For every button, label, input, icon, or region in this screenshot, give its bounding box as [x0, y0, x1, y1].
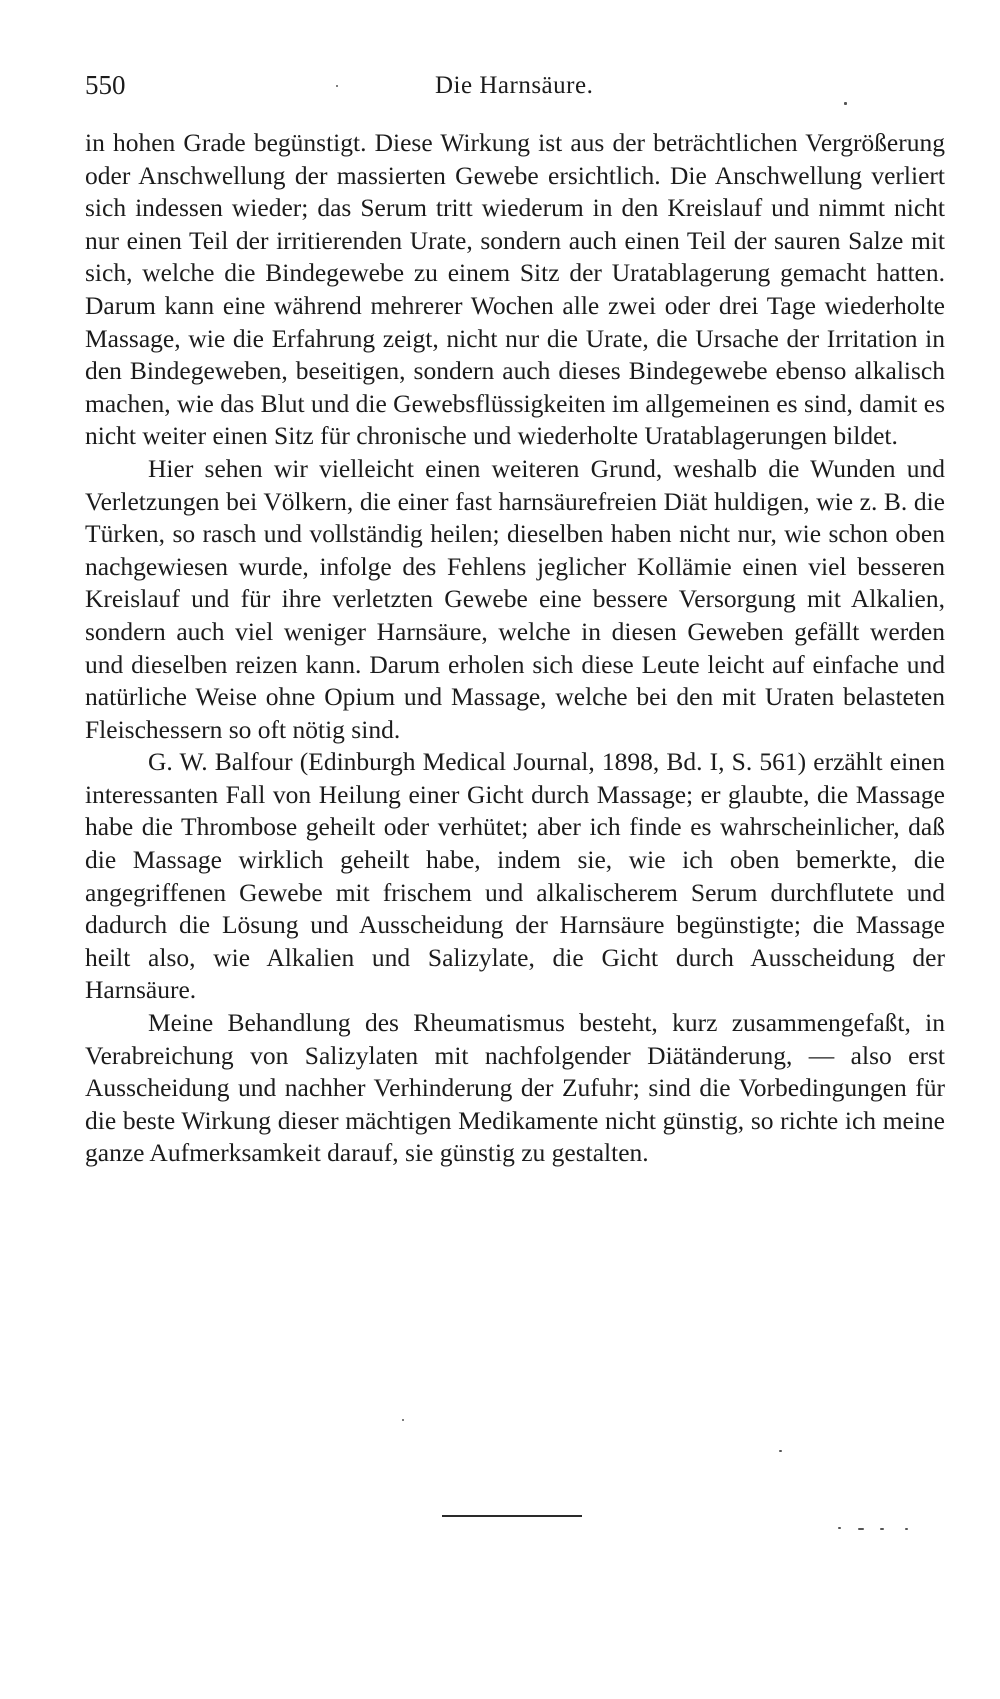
body-text: [85, 127, 945, 1170]
paragraph-1: in hohen Grade begünstigt. Diese Wirkung ist aus der beträchtlichen Vergrößerung oder Anschwellung der massierten Gewebe ersichtlich. Die Anschwellung verliert sich indessen wieder; das Serum tritt wiederum in den Kreislauf und nimmt nicht nur einen Teil der irritierenden Urate, sondern auch einen Teil der sauren Salze mit sich, welche die Bindegewebe zu einem Sitz der Uratablagerung gemacht hatten. Darum kann eine während mehrerer Wochen alle zwei oder drei Tage wiederholte Massage, wie die Erfahrung zeigt, nicht nur die Urate, die Ursache der Irritation in den Bindegeweben, beseitigen, sondern auch dieses Bindegewebe ebenso alkalisch machen, wie das Blut und die Gewebsflüssigkeiten im allgemeinen es sind, damit es nicht weiter einen Sitz für chronische und wiederholte Uratablagerungen bildet.: [85, 128, 945, 451]
paragraph-4: Meine Behandlung des Rheumatismus besteht, kurz zusammengefaßt, in Verabreichung von Salizylaten mit nachfolgender Diätänderung, — also erst Ausscheidung und nachher Verhinderung der Zufuhr; sind die Vorbedingungen für die beste Wirkung dieser mächtigen Medikamente nicht günstig, so richte ich meine ganze Aufmerksamkeit darauf, sie günstig zu gestalten.: [85, 1008, 945, 1168]
section-end-rule: [442, 1515, 582, 1517]
print-speck: [880, 1528, 884, 1530]
paragraph-3: G. W. Balfour (Edinburgh Medical Journal, 1898, Bd. I, S. 561) erzählt einen interessanten Fall von Heilung einer Gicht durch Massage; er glaubte, die Massage habe die Thrombose geheilt oder verhütet; aber ich finde es wahrscheinlicher, daß die Massage wirklich geheilt habe, indem sie, wie ich oben bemerkte, die angegriffenen Gewebe mit frischem und alkalischerem Serum durchflutete und dadurch die Lösung und Ausscheidung der Harnsäure begünstigte; die Massage heilt also, wie Alkalien und Salizylate, die Gicht durch Ausscheidung der Harnsäure.: [85, 747, 945, 1005]
paragraph-2: Hier sehen wir vielleicht einen weiteren Grund, weshalb die Wunden und Verletzungen bei Völkern, die einer fast harnsäurefreien Diät huldigen, wie z. B. die Türken, so rasch und vollständig heilen; dieselben haben nicht nur, wie schon oben nachgewiesen wurde, infolge des Fehlens jeglicher Kollämie einen viel besseren Kreislauf und für ihre verletzten Gewebe eine bessere Versorgung mit Alkalien, sondern auch viel weniger Harnsäure, welche in diesen Geweben gefällt werden und dieselben reizen kann. Darum erholen sich diese Leute leicht auf einfache und natürliche Weise ohne Opium und Massage, welche bei den mit Uraten belasteten Fleischessern so oft nötig sind.: [85, 453, 945, 744]
print-speck: [844, 102, 847, 105]
print-speck: [336, 85, 338, 87]
print-speck: [402, 1419, 404, 1421]
print-speck: [905, 1528, 908, 1530]
page-number: 550: [85, 70, 126, 100]
running-title: Die Harnsäure.: [435, 72, 594, 99]
print-speck: [779, 1450, 782, 1452]
print-speck: [838, 1527, 841, 1529]
page-header: [85, 70, 945, 102]
print-speck: [858, 1528, 864, 1530]
